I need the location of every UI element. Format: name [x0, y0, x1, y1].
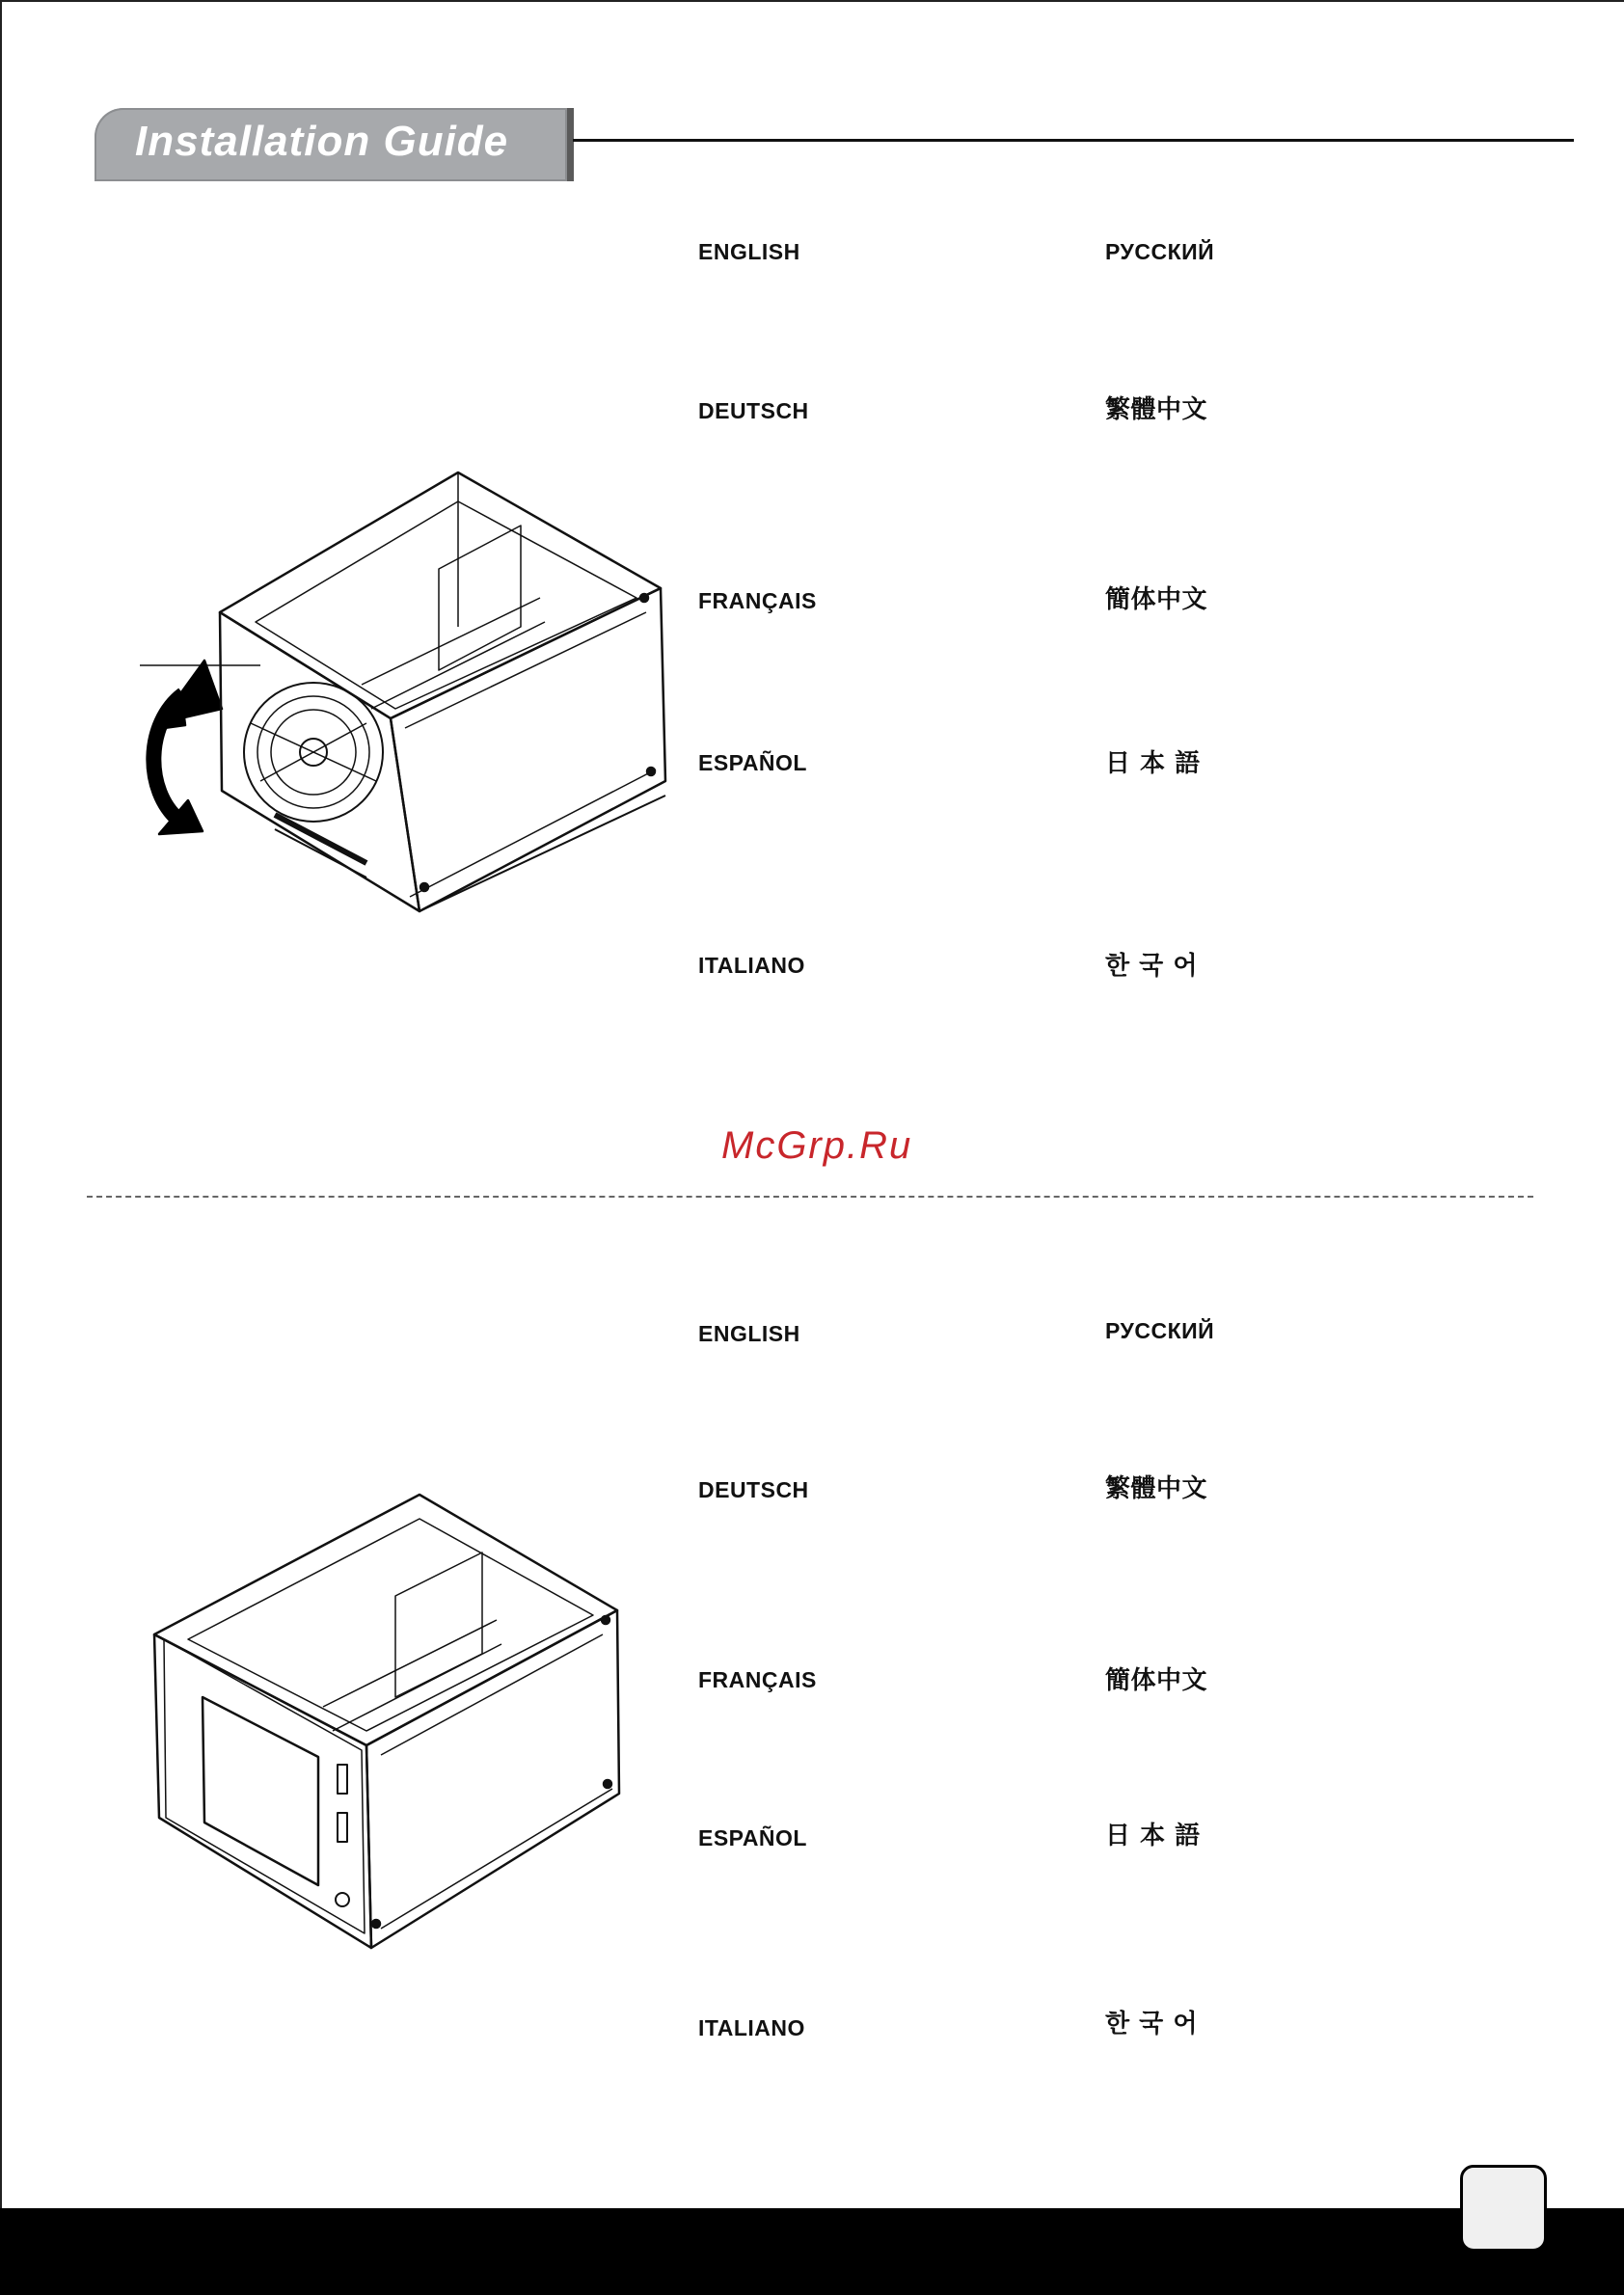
language-label-italiano: ITALIANO — [698, 953, 805, 978]
chassis-front-illustration — [145, 1485, 646, 1958]
language-label-francais: FRANÇAIS — [698, 588, 817, 613]
language-label-russian: РУССКИЙ — [1105, 1318, 1215, 1343]
page-frame-left — [0, 0, 2, 2208]
language-label-korean: 한 국 어 — [1105, 2010, 1198, 2038]
page-frame-top — [0, 0, 1624, 2]
page-number-box — [1460, 2165, 1547, 2252]
language-label-traditional-chinese: 繁體中文 — [1105, 395, 1208, 424]
language-label-english: ENGLISH — [698, 239, 800, 264]
language-label-traditional-chinese: 繁體中文 — [1105, 1474, 1208, 1503]
section-divider — [87, 1196, 1533, 1198]
language-label-russian: РУССКИЙ — [1105, 239, 1215, 264]
title-rule — [573, 139, 1574, 142]
footer-bar — [0, 2208, 1624, 2295]
language-label-simplified-chinese: 簡体中文 — [1105, 585, 1208, 614]
language-label-espanol: ESPAÑOL — [698, 750, 807, 775]
language-label-italiano: ITALIANO — [698, 2015, 805, 2040]
page-title: Installation Guide — [135, 118, 509, 165]
language-label-korean: 한 국 어 — [1105, 952, 1198, 981]
watermark: McGrp.Ru — [721, 1124, 913, 1167]
language-label-francais: FRANÇAIS — [698, 1667, 817, 1692]
language-label-deutsch: DEUTSCH — [698, 398, 809, 423]
language-label-espanol: ESPAÑOL — [698, 1825, 807, 1850]
chassis-rotate-illustration — [116, 463, 675, 916]
language-label-japanese: 日 本 語 — [1105, 749, 1201, 778]
language-label-simplified-chinese: 簡体中文 — [1105, 1666, 1208, 1695]
language-label-japanese: 日 本 語 — [1105, 1822, 1201, 1850]
language-label-deutsch: DEUTSCH — [698, 1477, 809, 1502]
language-label-english: ENGLISH — [698, 1321, 800, 1346]
